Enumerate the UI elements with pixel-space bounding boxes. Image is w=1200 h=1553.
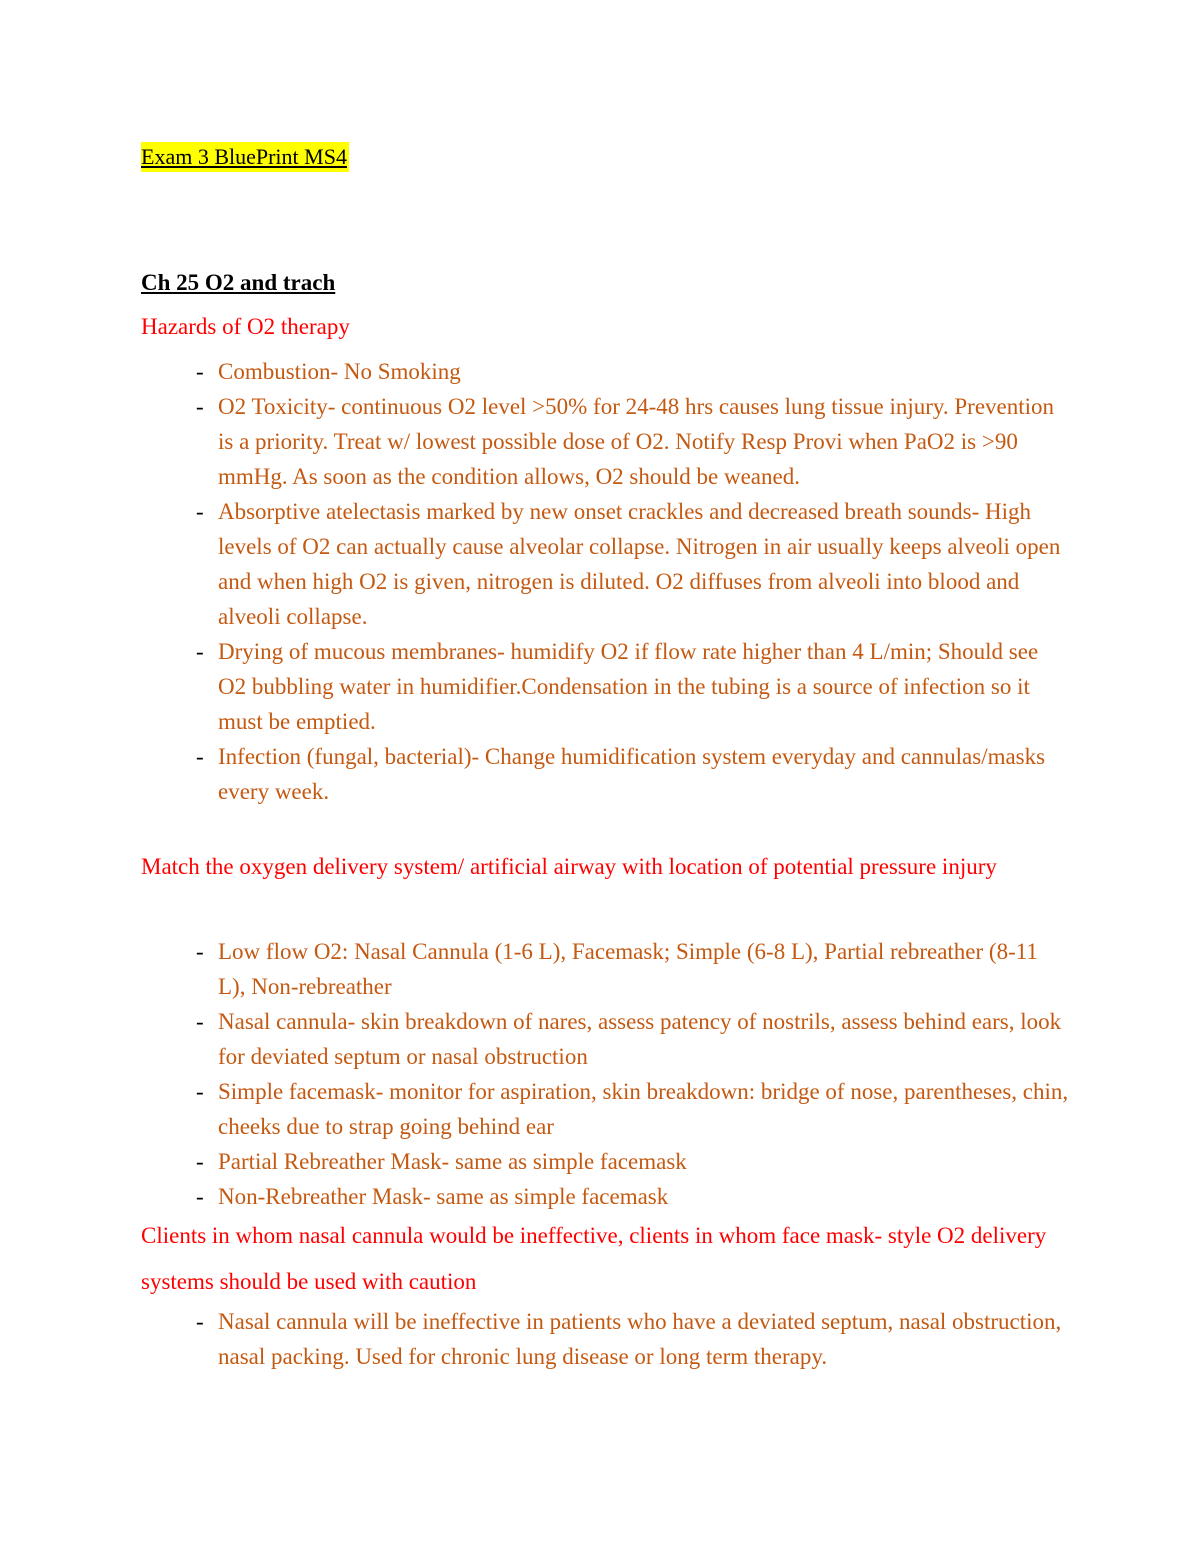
section-heading-pressure-injury: Match the oxygen delivery system/ artificial airway with location of potential pressure injury [141,854,997,879]
bullet-dash: - [196,639,204,664]
list-item-text: Infection (fungal, bacterial)- Change humidification system everyday and cannulas/masks every week. [218,744,1046,804]
list-item [141,1004,1071,1074]
bullet-dash: - [196,1309,204,1334]
list-item-text: O2 Toxicity- continuous O2 level >50% for 24-48 hrs causes lung tissue injury. Prevention is a priority. Treat w/ lowest possible dose of O2. Notify Resp Provi when PaO2 is >90 mmHg. As soon as the condition allows, O2 should be weaned. [218,394,1055,489]
bullet-dash: - [196,499,204,524]
hazards-list [141,354,1071,809]
list-item [141,1304,1071,1374]
list-item-text: Partial Rebreather Mask- same as simple facemask [218,1149,687,1174]
list-item-text: Non-Rebreather Mask- same as simple facemask [218,1184,669,1209]
document-title: Exam 3 BluePrint MS4 [141,142,349,172]
list-item-text: Nasal cannula- skin breakdown of nares, assess patency of nostrils, assess behind ears, look for deviated septum or nasal obstruction [218,1009,1062,1069]
list-item [141,739,1071,809]
list-item-text: Simple facemask- monitor for aspiration, skin breakdown: bridge of nose, parentheses, chin, cheeks due to strap going behind ear [218,1079,1069,1139]
list-item [141,494,1071,634]
list-item [141,389,1071,494]
list-item-text: Absorptive atelectasis marked by new onset crackles and decreased breath sounds- High levels of O2 can actually cause alveolar collapse. Nitrogen in air usually keeps alveoli open and when high O2 is given, nitrogen is diluted. O2 diffuses from alveoli into blood and alveoli collapse. [218,499,1061,629]
list-item [141,1074,1071,1144]
bullet-dash: - [196,394,204,419]
list-item [141,934,1071,1004]
section-heading-hazards: Hazards of O2 therapy [141,314,350,339]
list-item-text: Low flow O2: Nasal Cannula (1-6 L), Facemask; Simple (6-8 L), Partial rebreather (8-11 L), Non-rebreather [218,939,1038,999]
bullet-dash: - [196,744,204,769]
bullet-dash: - [196,1079,204,1104]
list-item [141,354,1071,389]
list-item [141,1144,1071,1179]
bullet-dash: - [196,359,204,384]
list-item-text: Combustion- No Smoking [218,359,461,384]
bullet-dash: - [196,939,204,964]
chapter-heading: Ch 25 O2 and trach [141,270,336,295]
list-item [141,634,1071,739]
bullet-dash: - [196,1184,204,1209]
list-item [141,1179,1071,1214]
bullet-dash: - [196,1149,204,1174]
section-heading-caution: Clients in whom nasal cannula would be ineffective, clients in whom face mask- style O2 delivery systems should be used with caution [141,1223,1047,1294]
list-item-text: Drying of mucous membranes- humidify O2 if flow rate higher than 4 L/min; Should see O2 bubbling water in humidifier.Condensation in the tubing is a source of infection so it must be emptied. [218,639,1039,734]
list-item-text: Nasal cannula will be ineffective in patients who have a deviated septum, nasal obstruction, nasal packing. Used for chronic lung disease or long term therapy. [218,1309,1062,1369]
pressure-injury-list [141,934,1071,1214]
caution-list [141,1304,1071,1374]
bullet-dash: - [196,1009,204,1034]
